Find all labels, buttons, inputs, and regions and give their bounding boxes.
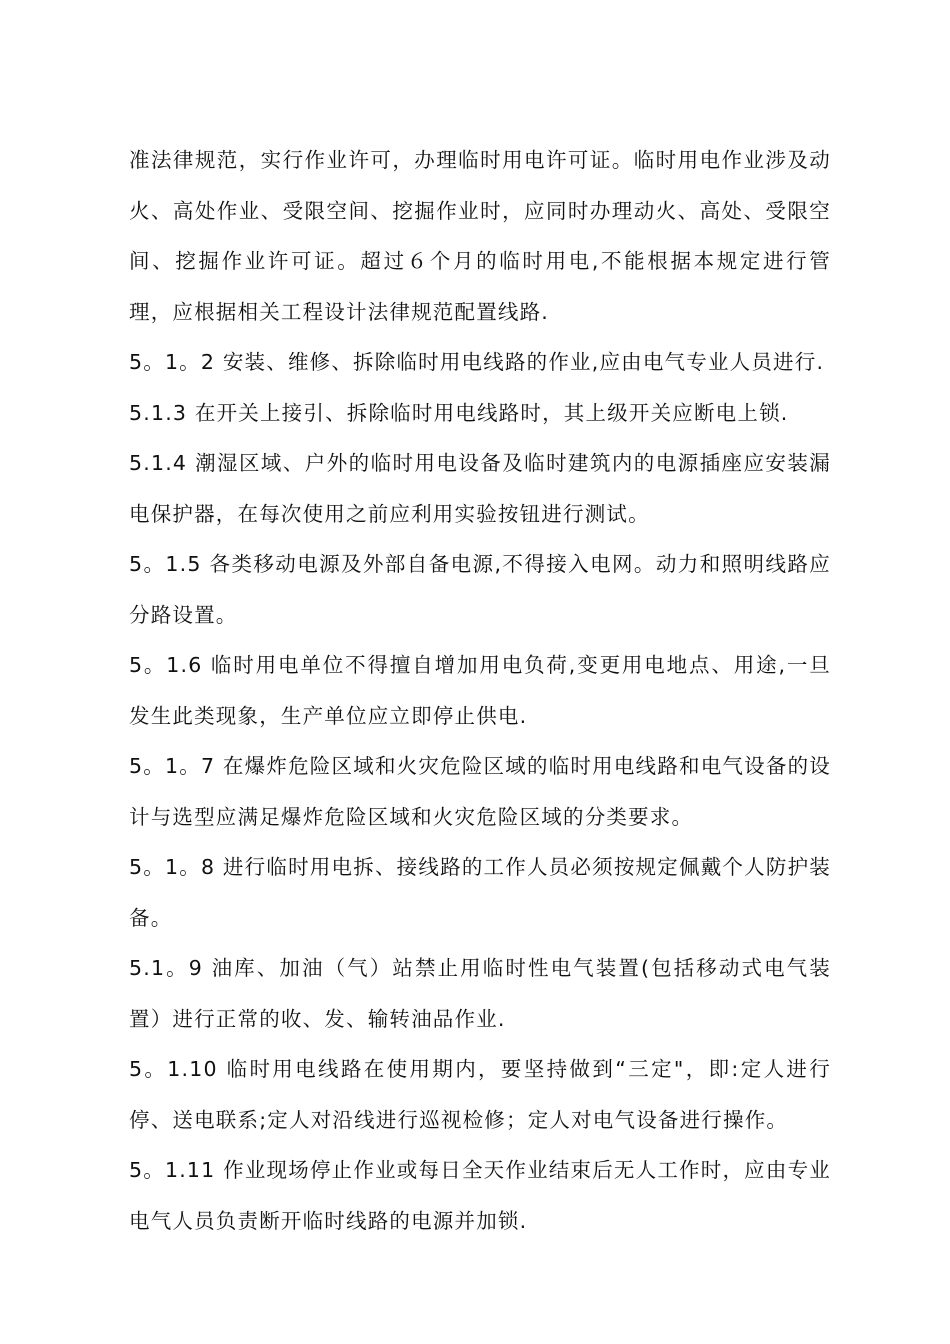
document-body [129,135,831,1246]
paragraph-intro: 准法律规范，实行作业许可，办理临时用电许可证。临时用电作业涉及动火、高处作业、受限空间、挖掘作业时，应同时办理动火、高处、受限空间、挖掘作业许可证。超过６个月的临时用电,不能根据本规定进行管理，应根据相关工程设计法律规范配置线路. [129,148,831,324]
paragraph-5-1-4: 5.1.4 潮湿区域、户外的临时用电设备及临时建筑内的电源插座应安装漏电保护器，在每次使用之前应利用实验按钮进行测试。 [129,451,831,526]
paragraph-5-1-10: 5。1.10 临时用电线路在使用期内，要坚持做到“三定"，即:定人进行停、送电联系;定人对沿线进行巡视检修；定人对电气设备进行操作。 [129,1057,831,1132]
paragraph-5-1-9: 5.1。9 油库、加油（气）站禁止用临时性电气装置(包括移动式电气装置）进行正常的收、发、输转油品作业. [129,956,831,1031]
paragraph-5-1-11: 5。1.11 作业现场停止作业或每日全天作业结束后无人工作时，应由专业电气人员负责断开临时线路的电源并加锁. [129,1158,831,1233]
paragraph-5-1-2: 5。1。2 安装、维修、拆除临时用电线路的作业,应由电气专业人员进行. [129,350,825,374]
paragraph-5-1-5: 5。1.5 各类移动电源及外部自备电源,不得接入电网。动力和照明线路应分路设置。 [129,552,831,627]
paragraph-5-1-6: 5。1.6 临时用电单位不得擅自增加用电负荷,变更用电地点、用途,一旦发生此类现象，生产单位应立即停止供电. [129,653,831,728]
paragraph-5-1-8: 5。1。8 进行临时用电拆、接线路的工作人员必须按规定佩戴个人防护装备。 [129,855,831,930]
paragraph-5-1-3: 5.1.3 在开关上接引、拆除临时用电线路时，其上级开关应断电上锁. [129,400,789,425]
paragraph-5-1-7: 5。1。7 在爆炸危险区域和火灾危险区域的临时用电线路和电气设备的设计与选型应满足爆炸危险区域和火灾危险区域的分类要求。 [129,754,831,829]
